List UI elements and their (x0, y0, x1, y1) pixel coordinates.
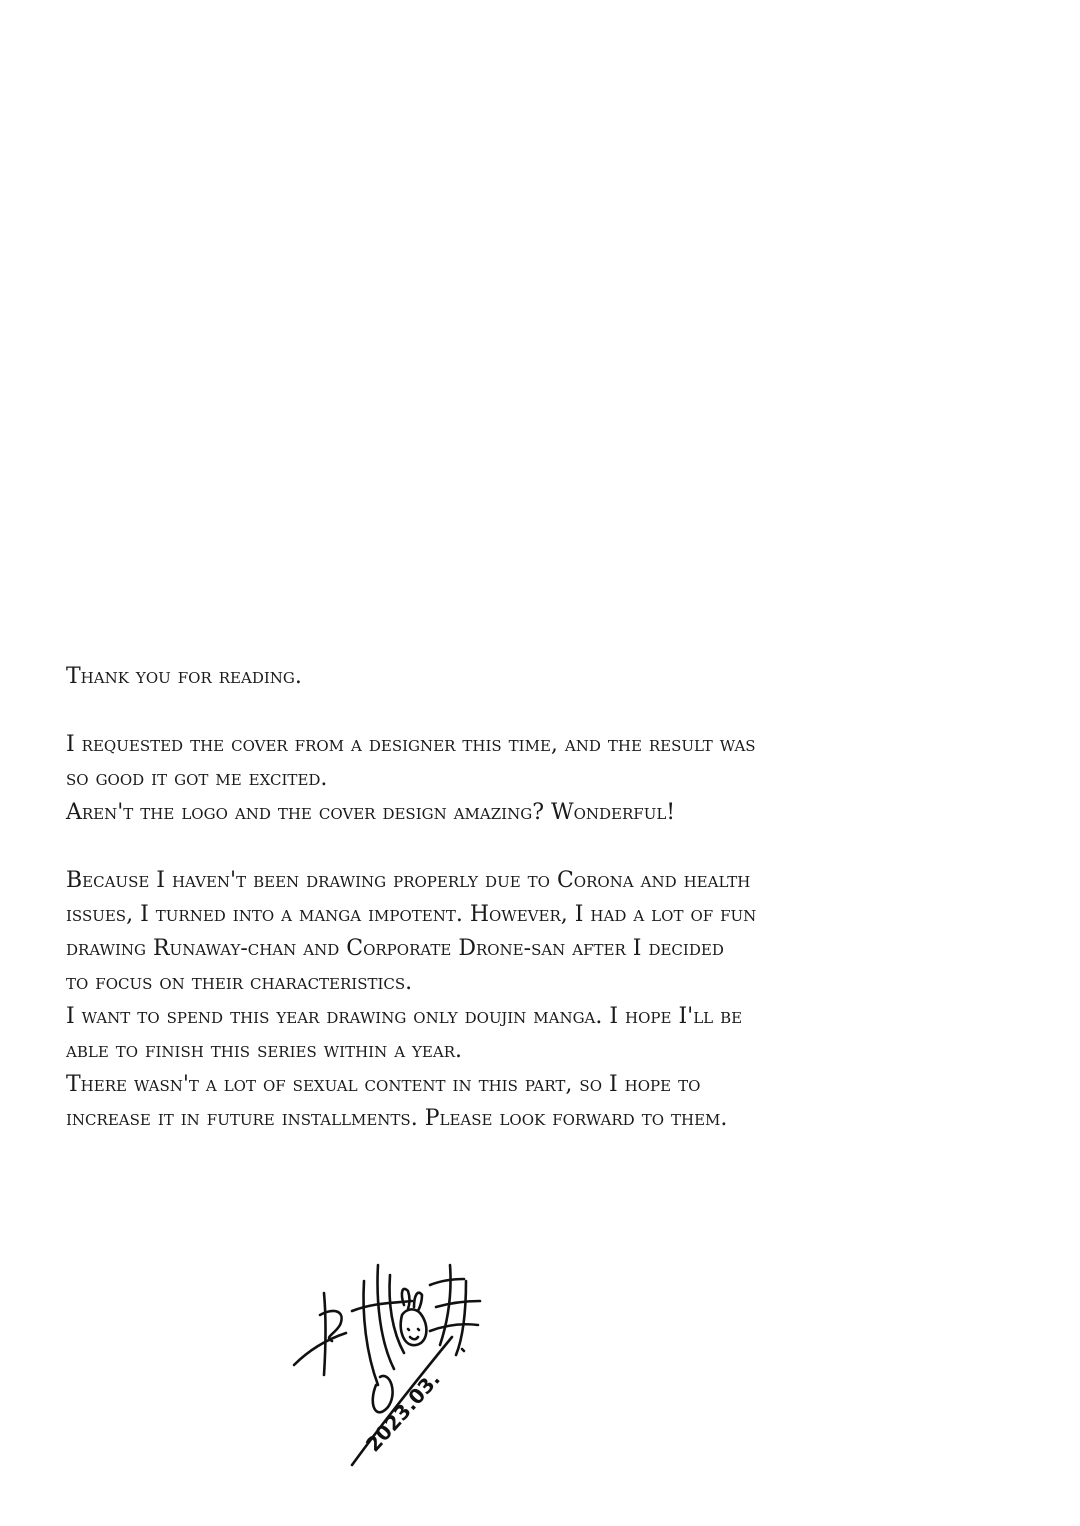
text-line: Thank you for reading. (66, 664, 302, 689)
text-line: Aren't the logo and the cover design amazing? Wonderful! (66, 800, 676, 825)
signature-drawing (280, 1245, 510, 1475)
signature-date: 2023.03. (360, 1366, 445, 1457)
text-line: drawing Runaway-chan and Corporate Drone-san after I decided (66, 936, 724, 961)
text-line: increase it in future installments. Please look forward to them. (66, 1106, 728, 1131)
text-line: able to finish this series within a year. (66, 1038, 463, 1063)
paragraph-plans (66, 864, 966, 1136)
text-line: There wasn't a lot of sexual content in this part, so I hope to (66, 1072, 701, 1097)
text-line: Because I haven't been drawing properly due to Corona and health (66, 868, 751, 893)
paragraph-thanks (66, 660, 966, 694)
paragraph-cover (66, 728, 966, 830)
afterword-text (66, 660, 966, 1170)
text-line: I want to spend this year drawing only doujin manga. I hope I'll be (66, 1004, 743, 1029)
handwritten-signature (280, 1245, 510, 1475)
text-line: to focus on their characteristics. (66, 970, 413, 995)
text-line: I requested the cover from a designer this time, and the result was (66, 732, 756, 757)
text-line: so good it got me excited. (66, 766, 328, 791)
text-line: issues, I turned into a manga impotent. However, I had a lot of fun (66, 902, 757, 927)
